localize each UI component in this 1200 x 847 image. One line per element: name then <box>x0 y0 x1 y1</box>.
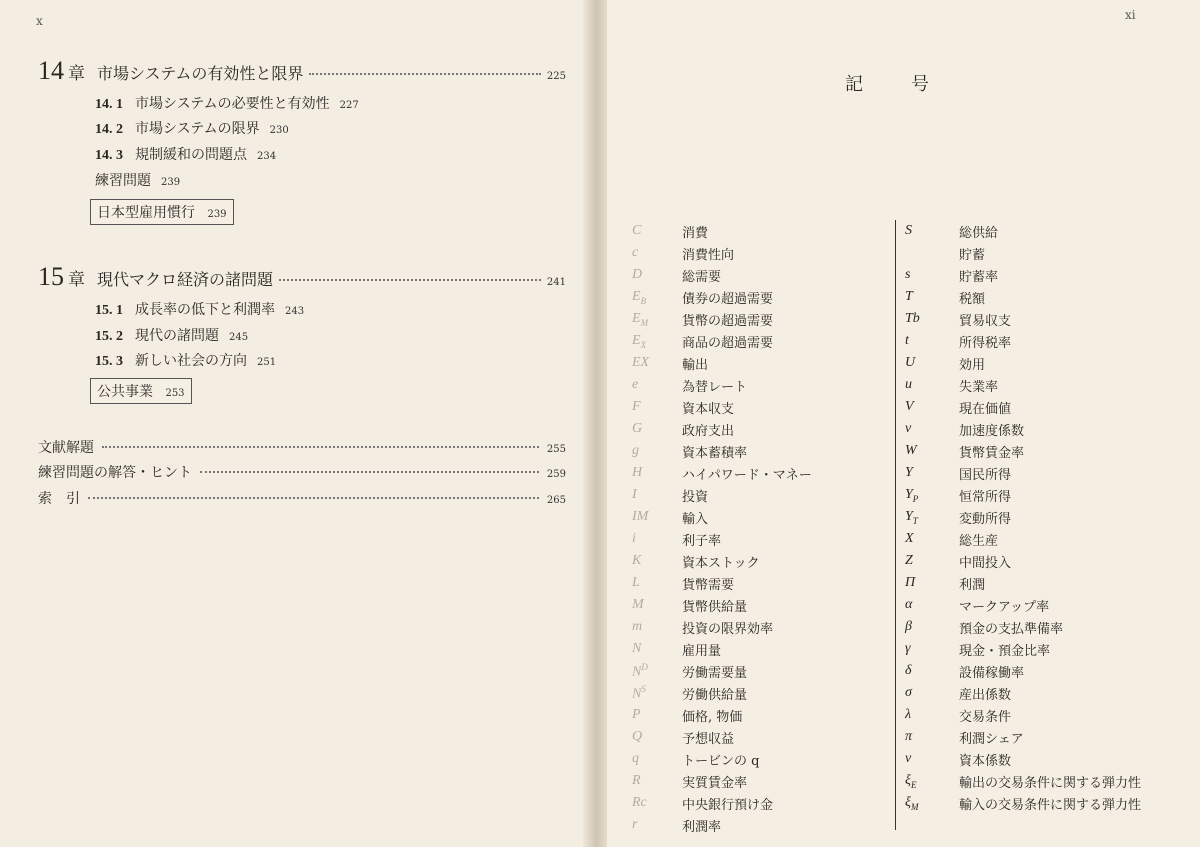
section-15-3 <box>95 350 276 372</box>
symbol: T <box>905 289 913 304</box>
symbol-meaning: 雇用量 <box>682 643 722 659</box>
symbol-row <box>905 528 998 550</box>
symbol-row <box>632 220 708 242</box>
symbol-row <box>632 550 760 572</box>
symbol-meaning: 貨幣の超過需要 <box>682 313 774 329</box>
symbol: Π <box>905 575 916 590</box>
symbol-meaning: 利潤率 <box>682 819 722 835</box>
symbol-meaning: 総需要 <box>682 269 722 285</box>
symbol: δ <box>905 663 912 678</box>
symbol: $N^D$ <box>632 661 648 680</box>
symbol-meaning: 変動所得 <box>959 511 1012 527</box>
symbol-row <box>905 682 1011 704</box>
symbol-meaning: 産出係数 <box>959 687 1012 703</box>
section-number: 15. 1 <box>95 303 123 318</box>
symbol-row <box>632 814 721 836</box>
symbol-row <box>905 550 1011 572</box>
section-number: 14. 3 <box>95 148 123 163</box>
symbol-row <box>632 286 773 308</box>
symbol-meaning: 現在価値 <box>959 401 1012 417</box>
symbol-row <box>632 660 747 682</box>
back-matter-page: 259 <box>546 469 566 480</box>
symbol: Z <box>905 553 913 568</box>
symbol-meaning: 国民所得 <box>959 467 1012 483</box>
section-title: 成長率の低下と利潤率 <box>135 302 275 318</box>
symbol: s <box>905 267 911 282</box>
symbol: S <box>905 223 912 238</box>
symbol-meaning: 労働需要量 <box>682 665 748 681</box>
symbol: D <box>632 267 643 282</box>
symbol-meaning: 貯蓄 <box>959 247 986 263</box>
symbol-row <box>905 220 998 242</box>
symbol: $E_M$ <box>632 310 649 328</box>
book-gutter <box>583 0 607 847</box>
symbol-row <box>632 242 734 264</box>
symbol: β <box>905 619 912 634</box>
symbol-meaning: 恒常所得 <box>959 489 1012 505</box>
symbol-row <box>632 616 773 638</box>
back-matter-answers <box>38 462 566 484</box>
symbol: C <box>632 223 642 238</box>
symbol: π <box>905 729 913 744</box>
symbol: α <box>905 597 913 612</box>
symbol-row <box>905 748 1011 770</box>
section-14-1 <box>95 93 359 115</box>
symbol-row <box>905 704 1011 726</box>
symbol-row <box>632 440 747 462</box>
symbol-meaning: 輸入 <box>682 511 709 527</box>
symbol-row <box>632 792 773 814</box>
symbol-meaning: 輸入の交易条件に関する弾力性 <box>959 797 1142 813</box>
symbol-row <box>905 572 985 594</box>
box-page: 239 <box>207 209 227 220</box>
box-page: 253 <box>165 388 185 399</box>
section-number: 15. 2 <box>95 329 123 344</box>
symbol-row <box>632 506 708 528</box>
symbol: Q <box>632 729 643 744</box>
symbol-meaning: 中間投入 <box>959 555 1012 571</box>
symbol-meaning: 税額 <box>959 291 986 307</box>
section-15-2 <box>95 325 248 347</box>
chapter-14-heading <box>38 56 566 86</box>
symbol-meaning: 貯蓄率 <box>959 269 999 285</box>
leader-dots <box>102 445 539 448</box>
symbol: U <box>905 355 916 370</box>
symbol: V <box>905 399 914 414</box>
box-title: 公共事業 <box>97 384 153 400</box>
symbol: u <box>905 377 912 392</box>
symbol-meaning: 資本蓄積率 <box>682 445 748 461</box>
symbol-meaning: 実質賃金率 <box>682 775 748 791</box>
symbol-meaning: 為替レート <box>682 379 748 395</box>
column-box-14 <box>90 199 234 225</box>
section-number: 14. 1 <box>95 97 123 112</box>
symbol-meaning: 労働供給量 <box>682 687 748 703</box>
symbol: H <box>632 465 643 480</box>
symbol: e <box>632 377 639 392</box>
chapter-word: 章 <box>68 270 85 290</box>
back-matter-index <box>38 488 566 510</box>
symbol-meaning: 設備稼働率 <box>959 665 1025 681</box>
back-matter-title: 文献解題 <box>38 440 94 456</box>
symbol: $\xi_E$ <box>905 772 917 790</box>
symbol-row <box>905 330 1011 352</box>
symbol-row <box>905 726 1024 748</box>
symbol: K <box>632 553 642 568</box>
symbol-row <box>632 462 812 484</box>
symbol: $Y_P$ <box>905 486 919 504</box>
box-title: 日本型雇用慣行 <box>97 205 195 221</box>
left-page-number: x <box>36 14 43 28</box>
symbol-meaning: 失業率 <box>959 379 999 395</box>
right-page-number: xi <box>1125 8 1136 22</box>
section-number: 15. 3 <box>95 354 123 369</box>
back-matter-title: 索 引 <box>38 491 80 507</box>
symbol-meaning: 貨幣供給量 <box>682 599 748 615</box>
back-matter-title: 練習問題の解答・ヒント <box>38 465 192 481</box>
symbol-meaning: 消費性向 <box>682 247 735 263</box>
symbol: EX <box>632 355 650 370</box>
leader-dots <box>279 278 541 281</box>
chapter-title: 市場システムの有効性と限界 <box>97 64 304 83</box>
symbol-row <box>905 462 1011 484</box>
symbol-meaning: 輸出 <box>682 357 709 373</box>
symbol-row <box>632 748 759 770</box>
section-title: 練習問題 <box>95 173 151 189</box>
symbol: $E_X$ <box>632 332 647 350</box>
chapter-title: 現代マクロ経済の諸問題 <box>97 270 274 289</box>
symbol-meaning: 投資 <box>682 489 709 505</box>
symbol-row <box>632 682 747 704</box>
symbol-row <box>632 264 721 286</box>
section-14-2 <box>95 118 289 140</box>
symbol-meaning: 利潤シェア <box>959 731 1024 747</box>
symbol: W <box>905 443 917 458</box>
symbol: v <box>905 421 912 436</box>
symbol: c <box>632 245 639 260</box>
symbol: t <box>905 333 909 348</box>
symbol-row <box>632 352 708 374</box>
symbol-row <box>905 594 1049 616</box>
symbol: F <box>632 399 641 414</box>
symbol-row <box>632 484 708 506</box>
symbol-meaning: 価格, 物価 <box>682 709 743 725</box>
column-divider <box>895 220 896 830</box>
section-page: 227 <box>339 100 359 111</box>
section-page: 245 <box>229 332 249 343</box>
section-page: 243 <box>285 306 305 317</box>
symbol: P <box>632 707 641 722</box>
symbol: M <box>632 597 644 612</box>
symbol: G <box>632 421 643 436</box>
leader-dots <box>309 72 541 75</box>
symbol-meaning: 商品の超過需要 <box>682 335 774 351</box>
symbol: $Y_T$ <box>905 508 918 526</box>
symbol: IM <box>632 509 649 524</box>
back-matter-page: 265 <box>546 495 566 506</box>
chapter-word: 章 <box>68 64 85 84</box>
symbol-row <box>905 616 1063 638</box>
symbol-meaning: 総生産 <box>959 533 999 549</box>
symbol-row <box>905 506 1011 528</box>
symbol-meaning: 債券の超過需要 <box>682 291 774 307</box>
symbol-meaning: ハイパワード・マネー <box>682 467 812 483</box>
symbol-row <box>905 792 1141 814</box>
symbol-row <box>632 704 742 726</box>
symbol: γ <box>905 641 911 656</box>
symbol-meaning: トービンの q <box>682 753 760 769</box>
symbol: i <box>632 531 636 546</box>
symbols-title: 記号 <box>845 74 977 95</box>
symbol: $E_B$ <box>632 288 647 306</box>
symbol-row <box>905 374 998 396</box>
symbol-meaning: 投資の限界効率 <box>682 621 774 637</box>
symbol: g <box>632 443 639 458</box>
symbol-meaning: 交易条件 <box>959 709 1012 725</box>
symbol-row <box>905 638 1050 660</box>
symbol: ν <box>905 751 912 766</box>
symbol-meaning: 輸出の交易条件に関する弾力性 <box>959 775 1142 791</box>
symbol-row <box>905 418 1024 440</box>
leader-dots <box>200 470 539 473</box>
symbol-meaning: 政府支出 <box>682 423 735 439</box>
symbol-row <box>632 726 734 748</box>
symbol-meaning: 利子率 <box>682 533 722 549</box>
section-14-3 <box>95 144 276 166</box>
symbol-meaning: 資本収支 <box>682 401 735 417</box>
column-box-15 <box>90 378 192 404</box>
section-title: 市場システムの限界 <box>135 121 260 137</box>
symbol-row <box>632 594 747 616</box>
symbol-row <box>632 418 734 440</box>
section-number: 14. 2 <box>95 122 123 137</box>
symbol-meaning: 貨幣賃金率 <box>959 445 1025 461</box>
symbol-meaning: 貨幣需要 <box>682 577 735 593</box>
section-15-1 <box>95 299 304 321</box>
symbol-meaning: 効用 <box>959 357 986 373</box>
symbol: λ <box>905 707 912 722</box>
symbol-meaning: 中央銀行預け金 <box>682 797 774 813</box>
symbol-row <box>905 770 1141 792</box>
section-page: 230 <box>269 125 289 136</box>
symbol-row <box>905 352 985 374</box>
symbol: I <box>632 487 637 502</box>
chapter-page: 225 <box>546 71 566 82</box>
section-title: 市場システムの必要性と有効性 <box>135 96 330 112</box>
symbol-row <box>905 264 998 286</box>
symbol-meaning: 現金・預金比率 <box>959 643 1051 659</box>
symbol: R <box>632 773 641 788</box>
symbol-meaning: 予想収益 <box>682 731 735 747</box>
symbol-row <box>905 308 1011 330</box>
symbol-meaning: 預金の支払準備率 <box>959 621 1064 637</box>
chapter-15-heading <box>38 262 566 292</box>
symbol-meaning: 所得税率 <box>959 335 1012 351</box>
symbol-row <box>632 528 721 550</box>
symbol-meaning: 資本係数 <box>959 753 1012 769</box>
left-page <box>0 0 590 847</box>
section-page: 251 <box>257 357 277 368</box>
symbol-row <box>632 330 773 352</box>
symbol-meaning: マークアップ率 <box>959 599 1050 615</box>
symbol-row <box>632 396 734 418</box>
symbol: L <box>632 575 640 590</box>
symbol-row <box>905 440 1024 462</box>
symbol-row <box>905 286 985 308</box>
symbol-row <box>905 484 1011 506</box>
section-14-exercises <box>95 170 180 192</box>
symbol-meaning: 総供給 <box>959 225 999 241</box>
symbol: Rc <box>632 795 647 810</box>
symbol-row <box>632 308 773 330</box>
symbol-row <box>905 660 1024 682</box>
symbol-meaning: 加速度係数 <box>959 423 1025 439</box>
back-matter-references <box>38 437 566 459</box>
symbol-row <box>905 396 1011 418</box>
symbol-row <box>905 242 985 264</box>
symbol: σ <box>905 685 912 700</box>
leader-dots <box>88 496 539 499</box>
symbol: $N^S$ <box>632 683 646 702</box>
symbol: Tb <box>905 311 920 326</box>
chapter-number: 15 <box>38 262 64 291</box>
symbol-meaning: 貿易収支 <box>959 313 1012 329</box>
symbol-meaning: 資本ストック <box>682 555 760 571</box>
chapter-page: 241 <box>546 277 566 288</box>
symbol-row <box>632 572 734 594</box>
symbol-row <box>632 638 721 660</box>
symbol: X <box>905 531 914 546</box>
section-page: 239 <box>161 177 181 188</box>
symbol: r <box>632 817 638 832</box>
symbol: N <box>632 641 642 656</box>
symbol-row <box>632 374 747 396</box>
section-title: 新しい社会の方向 <box>135 353 247 369</box>
section-page: 234 <box>257 151 277 162</box>
symbol-meaning: 利潤 <box>959 577 986 593</box>
symbol-row <box>632 770 747 792</box>
symbol: q <box>632 751 639 766</box>
symbol-meaning: 消費 <box>682 225 709 241</box>
section-title: 現代の諸問題 <box>135 328 219 344</box>
symbol: Y <box>905 465 913 480</box>
back-matter-page: 255 <box>546 444 566 455</box>
chapter-number: 14 <box>38 56 64 85</box>
section-title: 規制緩和の問題点 <box>135 147 247 163</box>
symbol: $\xi_M$ <box>905 794 919 812</box>
symbol: m <box>632 619 643 634</box>
